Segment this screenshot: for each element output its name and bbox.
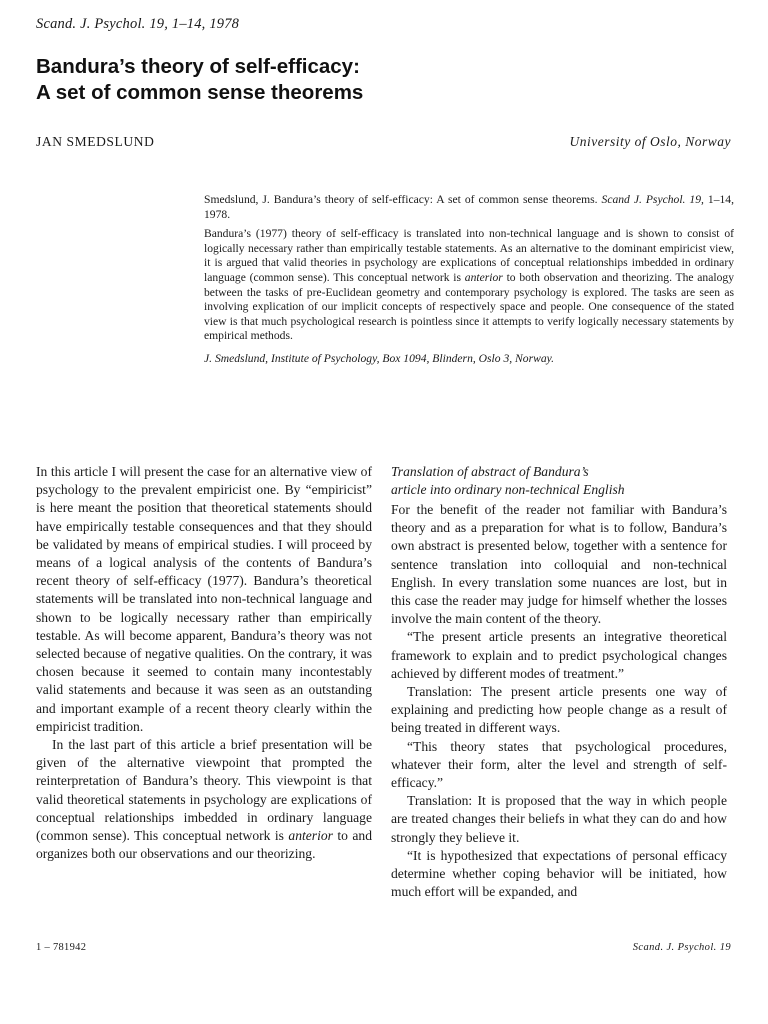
right-quote-2: “This theory states that psychological procedures, whatever their form, alter the level and strength of self-efficacy.” xyxy=(391,738,727,791)
abstract-text-part-1: Bandura’s (1977) theory of self-efficacy is translated into non-technical language and is shown to consist of logically necessary rather than empirically testable statements. As an alternative to the dominant empiricist view, it is argued that valid theories in psychology are explications of conceptual relationships imbedded in ordinary language (common sense). This conceptual network is xyxy=(204,227,734,284)
left-paragraph-2-part-2: to and organizes both our observations and our theorizing. xyxy=(36,828,372,862)
right-paragraph-1: For the benefit of the reader not familiar with Bandura’s theory and as a preparation for what is to follow, Bandura’s own abstract is presented below, together with a sentence for sentence translation into colloquial and non-technical English. In every translation some nuances are lost, but in this case the reader may judge for himself whether the losses involve the main content of the theory. xyxy=(391,502,727,627)
section-heading-line-2: article into ordinary non-technical English xyxy=(391,482,625,497)
abstract-text-part-2: to both observation and theorizing. The analogy between the tasks of pre-Euclidean geometry and contemporary psychology is explored. The tasks are seen as involving explication of our implicit concepts of respectively space and people. One consequence of the stated view is that much psychological research is pointless since it attempts to verify logically necessary statements by empirical methods. xyxy=(204,270,734,343)
body-column-right xyxy=(391,463,727,901)
right-translation-2: Translation: It is proposed that the way in which people are treated changes their beliefs in what they can do and how strongly they believe it. xyxy=(391,793,727,845)
footer-page-code: 1 – 781942 xyxy=(36,942,87,953)
left-paragraph-1: In this article I will present the case for an alternative view of psychology to the prevalent empiricist one. By “empiricist” is here meant the position that theoretical statements should have empirically testable consequences and that they should be validated by means of empirical studies. I will proceed by means of a logical analysis of the contents of Bandura’s recent theory of self-efficacy (1977). Bandura’s theoretical statements will be translated into non-technical language and shown to be logically necessary rather than empirically testable. As will become apparent, Bandura’s theory was not selected because of negative qualities. On the contrary, it was chosen because it seemed to contain many incontestably valid statements and because it was seen as an outstanding and important example of a recent theory clearly within the empiricist tradition. xyxy=(36,464,372,734)
journal-reference: Scand. J. Psychol. 19, 1–14, 1978 xyxy=(36,16,240,32)
author-name: JAN SMEDSLUND xyxy=(36,134,155,149)
article-title xyxy=(36,54,676,106)
citation-lead: Smedslund, J. Bandura’s theory of self-efficacy: A set of common sense theorems. xyxy=(204,193,598,206)
citation-journal: Scand J. Psychol. 19, xyxy=(601,193,704,206)
abstract-text xyxy=(204,227,734,344)
right-translation-1: Translation: The present article presents one way of explaining and predicting how people change as a result of being treated in different ways. xyxy=(391,684,727,736)
abstract-citation xyxy=(204,193,734,222)
author-contact: J. Smedslund, Institute of Psychology, Box 1094, Blindern, Oslo 3, Norway. xyxy=(204,351,555,365)
section-heading xyxy=(391,463,727,499)
abstract-block xyxy=(204,193,734,367)
author-affiliation: University of Oslo, Norway xyxy=(569,134,731,149)
abstract-emphasis: anterior xyxy=(464,270,503,284)
left-paragraph-2-part-1: In the last part of this article a brief presentation will be given of the alternative viewpoint that prompted the reinterpretation of Bandura’s theory. This viewpoint is that valid theoretical statements in psychology are explications of conceptual relationships imbedded in ordinary language (common sense). This conceptual network is xyxy=(36,737,372,844)
left-paragraph-2-emphasis: anterior xyxy=(288,828,333,844)
right-quote-1: “The present article presents an integrative theoretical framework to explain and to predict psychological changes achieved by different modes of treatment.” xyxy=(391,629,727,681)
footer-journal-ref: Scand. J. Psychol. 19 xyxy=(632,942,731,953)
title-line-2: A set of common sense theorems xyxy=(36,81,364,104)
body-column-left xyxy=(36,463,372,863)
section-heading-line-1: Translation of abstract of Bandura’s xyxy=(391,464,589,479)
right-quote-3: “It is hypothesized that expectations of personal efficacy determine whether coping behavior will be initiated, how much effort will be expanded, and xyxy=(391,847,727,900)
citation-tail: 1–14, 1978. xyxy=(204,193,734,221)
left-paragraph-2 xyxy=(36,736,372,863)
title-line-1: Bandura’s theory of self-efficacy: xyxy=(36,55,360,78)
